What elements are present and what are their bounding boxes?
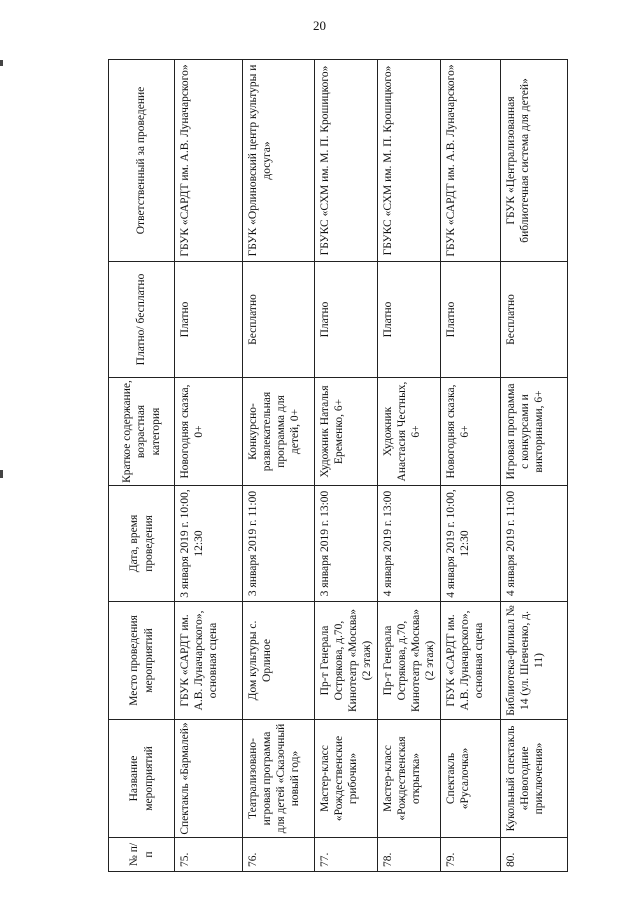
summary-cell: Художник Анастасия Честных, 6+ xyxy=(378,378,441,486)
row-number: 77. xyxy=(315,838,378,872)
summary-cell: Игровая программа с конкурсами и викторинами, 6+ xyxy=(501,378,568,486)
event-name-cell: Мастер-класс «Рождественские грибочки» xyxy=(315,720,378,838)
responsible-cell: ГБУК «Централизованная библиотечная система для детей» xyxy=(501,60,568,262)
venue-cell: Пр-т Генерала Острякова, д.70, Кинотеатр «Москва» (2 этаж) xyxy=(315,602,378,720)
responsible-cell: ГБУКС «СХМ им. М. П. Крошицкого» xyxy=(378,60,441,262)
row-number: 78. xyxy=(378,838,441,872)
header-responsible: Ответственный за проведение xyxy=(109,60,175,262)
responsible-cell: ГБУКС «СХМ им. М. П. Крошицкого» xyxy=(315,60,378,262)
table-header-row xyxy=(109,60,175,872)
header-date-time: Дата, время проведения xyxy=(109,486,175,602)
event-name-cell: Спектакль «Русалочка» xyxy=(441,720,501,838)
paid-cell: Платно xyxy=(315,262,378,378)
summary-cell: Новогодняя сказка, 6+ xyxy=(441,378,501,486)
paid-cell: Платно xyxy=(441,262,501,378)
table-row xyxy=(175,60,243,872)
event-name-cell: Кукольный спектакль «Новогодние приключения» xyxy=(501,720,568,838)
paid-cell: Платно xyxy=(175,262,243,378)
responsible-cell: ГБУК «Орлиновский центр культуры и досуга» xyxy=(243,60,315,262)
venue-cell: ГБУК «САРДТ им. А.В. Луначарского», основная сцена xyxy=(441,602,501,720)
date-time-cell: 4 января 2019 г. 10:00, 12:30 xyxy=(441,486,501,602)
event-name-cell: Спектакль «Бармалей» xyxy=(175,720,243,838)
events-table xyxy=(108,59,568,872)
row-number: 75. xyxy=(175,838,243,872)
table-row xyxy=(501,60,568,872)
venue-cell: Библиотека-филиал № 14 (ул. Шевченко, д. 11) xyxy=(501,602,568,720)
scan-margin-mark xyxy=(0,470,3,478)
paid-cell: Бесплатно xyxy=(243,262,315,378)
row-number: 76. xyxy=(243,838,315,872)
scan-margin-mark xyxy=(0,60,3,66)
venue-cell: Дом культуры с. Орлиное xyxy=(243,602,315,720)
table-row xyxy=(315,60,378,872)
page-number: 20 xyxy=(313,18,326,33)
header-number: № п/п xyxy=(109,838,175,872)
summary-cell: Новогодняя сказка, 0+ xyxy=(175,378,243,486)
paid-cell: Платно xyxy=(378,262,441,378)
date-time-cell: 4 января 2019 г. 13:00 xyxy=(378,486,441,602)
header-event-name: Название мероприятий xyxy=(109,720,175,838)
venue-cell: Пр-т Генерала Острякова, д.70, Кинотеатр «Москва» (2 этаж) xyxy=(378,602,441,720)
responsible-cell: ГБУК «САРДТ им. А.В. Луначарского» xyxy=(441,60,501,262)
header-paid: Платно/ бесплатно xyxy=(109,262,175,378)
table-row xyxy=(441,60,501,872)
date-time-cell: 3 января 2019 г. 10:00, 12:30 xyxy=(175,486,243,602)
rotated-table-wrapper xyxy=(108,60,563,872)
rotated-table-canvas xyxy=(108,60,563,872)
row-number: 80. xyxy=(501,838,568,872)
table-row xyxy=(378,60,441,872)
table-row xyxy=(243,60,315,872)
header-summary: Краткое содержание, возрастная категория xyxy=(109,378,175,486)
venue-cell: ГБУК «САРДТ им. А.В. Луначарского», основная сцена xyxy=(175,602,243,720)
paid-cell: Бесплатно xyxy=(501,262,568,378)
date-time-cell: 4 января 2019 г. 11:00 xyxy=(501,486,568,602)
row-number: 79. xyxy=(441,838,501,872)
event-name-cell: Театрализовано-игровая программа для детей «Сказочный новый год» xyxy=(243,720,315,838)
date-time-cell: 3 января 2019 г. 13:00 xyxy=(315,486,378,602)
event-name-cell: Мастер-класс «Рождественская открытка» xyxy=(378,720,441,838)
header-venue: Место проведения мероприятий xyxy=(109,602,175,720)
responsible-cell: ГБУК «САРДТ им. А.В. Луначарского» xyxy=(175,60,243,262)
summary-cell: Конкурсно-развлекательная программа для детей, 0+ xyxy=(243,378,315,486)
date-time-cell: 3 января 2019 г. 11:00 xyxy=(243,486,315,602)
summary-cell: Художник Наталья Еременко, 6+ xyxy=(315,378,378,486)
